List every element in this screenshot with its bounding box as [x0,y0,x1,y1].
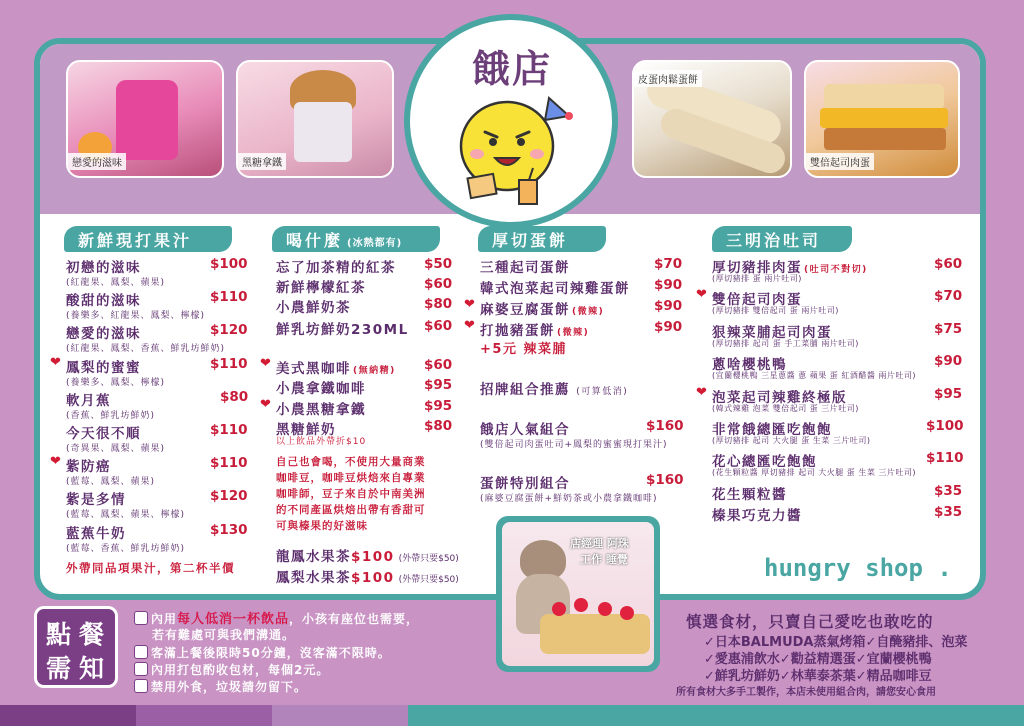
heart-icon: ❤ [50,354,61,370]
toast-item-label: 花生顆粒醬 [712,486,787,503]
drinks-item-price: $95 [424,377,453,393]
toast-item-price: $110 [926,450,964,467]
juice-item-price: $120 [210,322,248,339]
toast-item-label: 花心總匯吃飽飽 [712,454,817,471]
drinks-item-price: $60 [424,357,453,373]
photo-caption: 皮蛋肉鬆蛋餅 [634,70,702,87]
juice-item-price: $110 [210,422,248,438]
coffee-paragraph [276,454,426,534]
toast-item-label: 雙倍起司肉蛋 [712,292,802,309]
toast-item-note: (厚切豬排 雙倍起司 蛋 兩片吐司) [712,306,839,316]
promo-line: ✓愛惠浦飲水✓勸益精選蛋✓宜蘭櫻桃鴨 [704,652,932,667]
drinks-item-price: $50 [424,256,453,272]
combo-item-name: 蛋餅特別組合 [480,476,570,492]
photo-strawberry-juice [66,60,224,178]
combo-title-sub: (可算低消) [576,387,629,397]
drinks-item-name [276,276,366,296]
notice-rule-text: 內用打包酌收包材，每個2元。 [151,663,330,677]
bottom-strip-1 [0,705,136,726]
promo-footer: 所有食材大多手工製作，本店未使用組合肉，請您安心食用 [676,687,936,698]
bottom-strip-4 [408,705,1024,726]
toast-item-label: 蔥啥櫻桃鴨 [712,357,787,374]
cup-icon [134,645,148,659]
juice-item-name: 初戀的滋味 [66,260,141,276]
eggroll-item-price: $70 [654,256,683,272]
toast-header-label: 三明治吐司 [726,231,822,250]
drinks-item-tag: (無納精) [353,366,396,376]
juice-item-name: 酸甜的滋味 [66,293,141,310]
cat-caption-line: 工作 睡覺 [580,553,628,566]
eggroll-item-price: $90 [654,319,683,335]
drinks-header [272,226,440,252]
juice-item-note: (養樂多、鳳梨、檸檬) [66,377,166,388]
cup-icon [134,662,148,676]
notice-rule-highlight: 每人低消一杯飲品 [177,612,290,627]
english-shop-name: hungry shop . [764,554,952,582]
juice-footer: 外帶同品項果汁，第二杯半價 [66,561,235,575]
notice-title-line: 需知 [45,654,112,683]
coffee-paragraph-line: 咖啡豆，咖啡豆烘焙來自專業 [276,472,426,484]
juice-item-note: (香蕉、鮮乳坊鮮奶) [66,410,156,421]
combo-item-note: (雙倍起司肉蛋吐司+鳳梨的蜜蜜現打果汁) [480,440,668,450]
heart-icon: ❤ [464,297,475,312]
cup-icon [134,611,148,625]
juice-item-name: 今天很不順 [66,426,141,442]
combo-title [480,378,628,398]
juice-header [64,226,232,252]
toast-item-price: $70 [934,288,963,305]
toast-item-price: $35 [934,482,963,499]
toast-item-note: (韓式辣雞 泡菜 雙倍起司 蛋 三片吐司) [712,403,859,413]
drinks-item-price: $60 [424,276,453,292]
drinks-item-price: $80 [424,296,453,312]
coffee-paragraph-line: 可與榛果的好滋味 [276,520,368,532]
notice-rule-text: 若有難處可與我們溝通。 [152,628,296,642]
eggroll-item-name [480,277,630,297]
tea-item-note: (外帶只要$50) [398,554,459,564]
cat-photo-frame [496,516,660,672]
juice-item-price: $100 [210,256,248,272]
toast-item-label: 狠辣菜脯起司肉蛋 [712,324,832,341]
coffee-paragraph-line: 的不同產區烘焙出帶有香甜可 [276,504,426,516]
photo-caption: 黑糖拿鐵 [238,153,286,170]
toast-item-name [712,483,787,503]
juice-item-note: (養樂多、紅龍果、鳳梨、檸檬) [66,311,206,322]
drinks-item-name [276,398,366,418]
cat-caption [570,536,629,568]
notice-rule [134,608,419,627]
promo-line: ✓日本BALMUDA蒸氣烤箱✓自醃豬排、泡菜 [704,635,968,650]
toast-item-label: 非常餓總匯吃飽飽 [712,422,832,438]
photo-egg-roll [632,60,792,178]
tea-item-name: 鳳梨水果茶 [276,570,351,586]
tea-item [276,566,459,586]
shop-title: 餓店 [471,46,552,91]
cup-icon [134,679,148,693]
drinks-header-sub: (冰熱都有) [347,238,403,249]
notice-rule [134,678,307,695]
eggroll-item-label: 韓式泡菜起司辣雞蛋餅 [480,281,630,297]
cat-caption-line: 店經理 阿珠 [570,537,629,550]
notice-rule-text: ，小孩有座位也需要， [289,612,420,626]
juice-item-name: 軟月蕉 [66,392,111,409]
combo-item-price: $160 [646,472,684,488]
toast-item-price: $35 [934,503,963,520]
juice-item-note: (紅龍果、鳳梨、蘋果) [66,278,166,288]
eggroll-header-label: 厚切蛋餅 [492,231,569,250]
drinks-item-label: 新鮮檸檬紅茶 [276,280,366,296]
toast-item-note: (厚切豬排 起司 大火腿 蛋 生菜 三片吐司) [712,436,871,445]
juice-item-price: $120 [210,488,248,505]
photo-caption: 戀愛的滋味 [68,153,126,170]
toast-header [712,226,852,252]
drinks-item-price: $80 [424,418,453,434]
eggroll-item-name [480,256,570,276]
notice-rule [152,626,295,643]
tea-item-price: $100 [351,549,395,565]
drinks-item-name [276,318,409,338]
bottom-strip-3 [272,705,408,726]
drinks-item-label: 鮮乳坊鮮奶230ML [276,322,409,338]
toast-item-tag: (吐司不對切) [804,265,868,275]
drinks-item-name [276,256,396,276]
drinks-item-name [276,357,396,377]
eggroll-item-name [480,319,589,339]
juice-item-note: (奇異果、鳳梨、蘋果) [66,444,166,454]
toast-item-price: $100 [926,418,964,434]
notice-rule [134,644,391,661]
juice-item-name: 紫防癌 [66,459,111,476]
juice-item-note: (藍莓、鳳梨、蘋果) [66,477,156,488]
eggroll-item-tag: (微辣) [557,328,590,338]
toast-item-note: (花生顆粒醬 厚切豬排 起司 大火腿 蛋 生菜 三片吐司) [712,468,916,478]
juice-item-note: (紅龍果、鳳梨、香蕉、鮮乳坊鮮奶) [66,344,226,355]
combo-item-note: (麻婆豆腐蛋餅+鮮奶茶或小農拿鐵咖啡) [480,494,658,504]
drinks-item-price: $95 [424,398,453,414]
photo-caption: 雙倍起司肉蛋 [806,153,874,170]
drinks-item-label: 小農黑糖拿鐵 [276,402,366,418]
bottom-strip-2 [136,705,272,726]
toast-item-price: $75 [934,320,963,337]
juice-item-price: $130 [210,521,248,538]
toast-item-label: 厚切豬排肉蛋 [712,260,802,276]
mascot-icon [447,84,577,214]
juice-item-price: $80 [220,388,249,405]
combo-item-price: $160 [646,418,684,434]
eggroll-item-price: $90 [654,277,683,293]
drinks-item-label: 美式黑咖啡 [276,361,351,377]
coffee-paragraph-line: 自己也會喝，不使用大量商業 [276,456,426,468]
notice-rule-text: 內用 [151,612,178,626]
notice-rule-text: 客滿上餐後限時50分鐘，沒客滿不限時。 [151,646,391,660]
juice-item-name: 藍蕉牛奶 [66,525,126,542]
eggroll-addon: +5元 辣菜脯 [480,342,567,357]
toast-item-note: (厚切豬排 蛋 兩片吐司) [712,274,802,283]
heart-icon: ❤ [50,454,61,470]
drinks-item-label: 忘了加茶精的紅茶 [276,260,396,276]
drinks-item-name [276,296,351,316]
toast-item-name [712,504,802,524]
drinks-item-name [276,377,366,397]
juice-item-name: 戀愛的滋味 [66,326,141,343]
photo-brown-sugar-latte [236,60,394,178]
drinks-item-label: 黑糖鮮奶 [276,422,336,438]
juice-item-note: (藍莓、鳳梨、蘋果、檸檬) [66,510,186,521]
drinks-header-label: 喝什麼 [286,231,344,250]
eggroll-item-label: 三種起司蛋餅 [480,260,570,276]
promo-line: ✓鮮乳坊鮮奶✓林華泰茶葉✓精品咖啡豆 [704,669,932,684]
notice-box [34,606,118,688]
toast-item-label: 泡菜起司辣雞終極版 [712,389,847,406]
heart-icon: ❤ [696,287,707,303]
toast-item-price: $60 [934,256,963,272]
eggroll-item-price: $90 [654,298,683,314]
coffee-paragraph-line: 咖啡師，豆子來自於中南美洲 [276,488,426,500]
juice-item-price: $110 [210,289,248,306]
notice-title-line: 點餐 [45,620,112,649]
drinks-item-price: $60 [424,318,453,334]
tea-item [276,545,459,565]
notice-rule-text: 禁用外食，垃圾請勿留下。 [151,680,308,694]
heart-icon: ❤ [260,356,271,371]
eggroll-item-label: 麻婆豆腐蛋餅 [480,302,570,318]
juice-item-name: 紫是多情 [66,492,126,509]
combo-title-label: 招牌組合推薦 [480,382,570,398]
juice-header-label: 新鮮現打果汁 [78,231,193,250]
notice-rule [134,661,329,678]
eggroll-item-label: 打拋豬蛋餅 [480,323,555,339]
toast-item-price: $90 [934,353,963,370]
tea-item-price: $100 [351,570,395,586]
juice-item-price: $110 [210,455,248,472]
toast-item-note: (宜蘭櫻桃鴨 三星蔥醬 蔥 蘋果 蛋 紅酒醋醬 兩片吐司) [712,371,916,381]
eggroll-item-name [480,298,604,318]
juice-item-note: (藍莓、香蕉、鮮乳坊鮮奶) [66,543,186,554]
photo-sandwich [804,60,960,178]
juice-item-name: 鳳梨的蜜蜜 [66,359,141,376]
tea-item-note: (外帶只要$50) [398,575,459,585]
drinks-item-label: 小農拿鐵咖啡 [276,381,366,397]
promo-title: 慎選食材，只賣自己愛吃也敢吃的 [686,613,934,631]
eggroll-item-tag: (微辣) [572,307,605,317]
drinks-item-label: 小農鮮奶茶 [276,300,351,316]
toast-item-price: $95 [934,385,963,402]
tea-item-name: 龍鳳水果茶 [276,549,351,565]
combo-item-name: 餓店人氣組合 [480,422,570,438]
toast-item-label: 榛果巧克力醬 [712,507,802,524]
heart-icon: ❤ [696,384,707,400]
eggroll-header [478,226,606,252]
heart-icon: ❤ [464,318,475,333]
juice-item-price: $110 [210,355,248,372]
drinks-discount: 以上飲品外帶折$10 [276,437,367,447]
toast-item-note: (厚切豬排 起司 蛋 手工菜脯 兩片吐司) [712,338,859,348]
heart-icon: ❤ [260,397,271,412]
